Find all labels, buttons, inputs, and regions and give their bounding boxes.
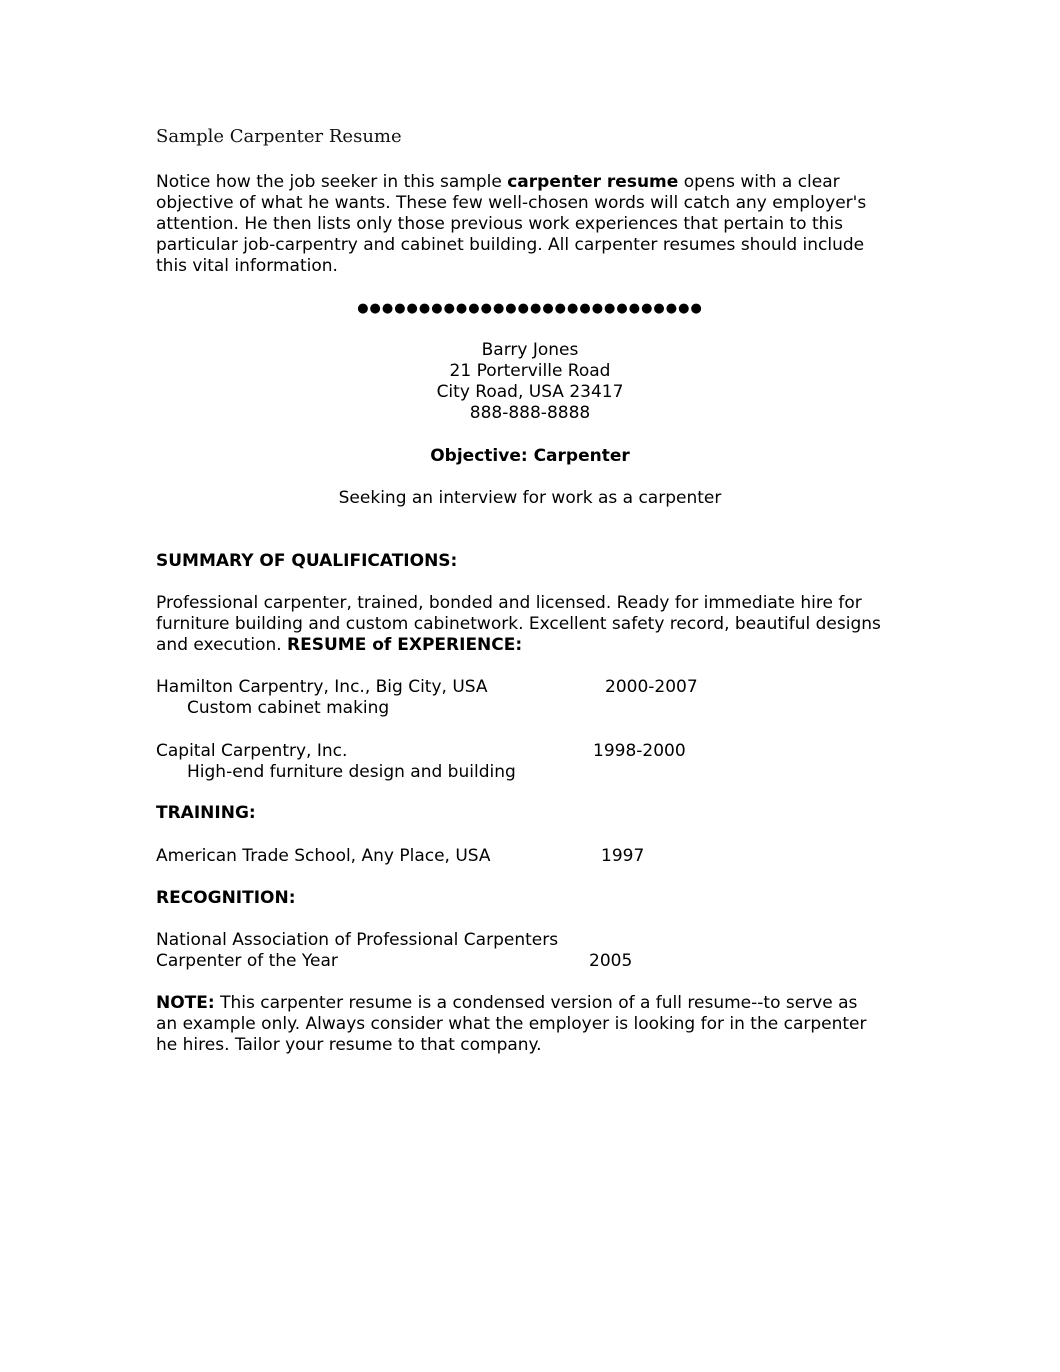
note-line-1: NOTE: This carpenter resume is a condensed version of a full resume--to serve as xyxy=(156,993,858,1013)
contact-block xyxy=(0,340,1060,424)
experience-description: Custom cabinet making xyxy=(187,698,390,718)
separator-dots: ●●●●●●●●●●●●●●●●●●●●●●●●●●●● xyxy=(357,301,703,316)
intro-line-5: this vital information. xyxy=(156,256,338,276)
recognition-heading: RECOGNITION: xyxy=(156,888,296,908)
contact-street: 21 Porterville Road xyxy=(449,361,611,381)
recognition-award: Carpenter of the Year xyxy=(156,951,338,971)
intro-bold-term: carpenter resume xyxy=(507,172,679,192)
experience-heading: RESUME of EXPERIENCE: xyxy=(287,635,523,655)
summary-line-3: and execution. RESUME of EXPERIENCE: xyxy=(156,635,523,655)
intro-line-4: particular job-carpentry and cabinet building. All carpenter resumes should include xyxy=(156,235,865,255)
contact-city: City Road, USA 23417 xyxy=(436,382,624,402)
contact-phone: 888-888-8888 xyxy=(469,403,591,423)
experience-company: Hamilton Carpentry, Inc., Big City, USA xyxy=(156,677,488,697)
experience-entry xyxy=(156,677,916,719)
note-label: NOTE: xyxy=(156,993,215,1013)
document-title: Sample Carpenter Resume xyxy=(156,126,402,147)
intro-paragraph xyxy=(156,172,916,277)
recognition-organization: National Association of Professional Carpenters xyxy=(156,930,559,950)
summary-paragraph xyxy=(156,593,916,656)
objective-text: Seeking an interview for work as a carpenter xyxy=(338,488,722,508)
note-paragraph xyxy=(156,993,916,1056)
intro-line-2: objective of what he wants. These few well-chosen words will catch any employer's xyxy=(156,193,867,213)
intro-line-1: Notice how the job seeker in this sample carpenter resume opens with a clear xyxy=(156,172,840,192)
note-line-2: an example only. Always consider what the employer is looking for in the carpenter xyxy=(156,1014,867,1034)
experience-description: High-end furniture design and building xyxy=(187,762,516,782)
experience-dates: 2000-2007 xyxy=(605,677,698,697)
experience-entry xyxy=(156,741,916,783)
objective-heading: Objective: Carpenter xyxy=(430,446,630,466)
experience-company: Capital Carpentry, Inc. xyxy=(156,741,348,761)
experience-dates: 1998-2000 xyxy=(593,741,686,761)
summary-line-1: Professional carpenter, trained, bonded and licensed. Ready for immediate hire for xyxy=(156,593,862,613)
training-year: 1997 xyxy=(601,846,645,866)
training-heading: TRAINING: xyxy=(156,803,256,823)
intro-line-3: attention. He then lists only those previous work experiences that pertain to this xyxy=(156,214,843,234)
recognition-year: 2005 xyxy=(589,951,633,971)
note-line-3: he hires. Tailor your resume to that company. xyxy=(156,1035,542,1055)
summary-heading: SUMMARY OF QUALIFICATIONS: xyxy=(156,551,458,571)
summary-line-2: furniture building and custom cabinetwork. Excellent safety record, beautiful designs xyxy=(156,614,881,634)
contact-name: Barry Jones xyxy=(481,340,579,360)
training-entry xyxy=(156,846,916,867)
training-school: American Trade School, Any Place, USA xyxy=(156,846,491,866)
recognition-entry xyxy=(156,930,916,972)
